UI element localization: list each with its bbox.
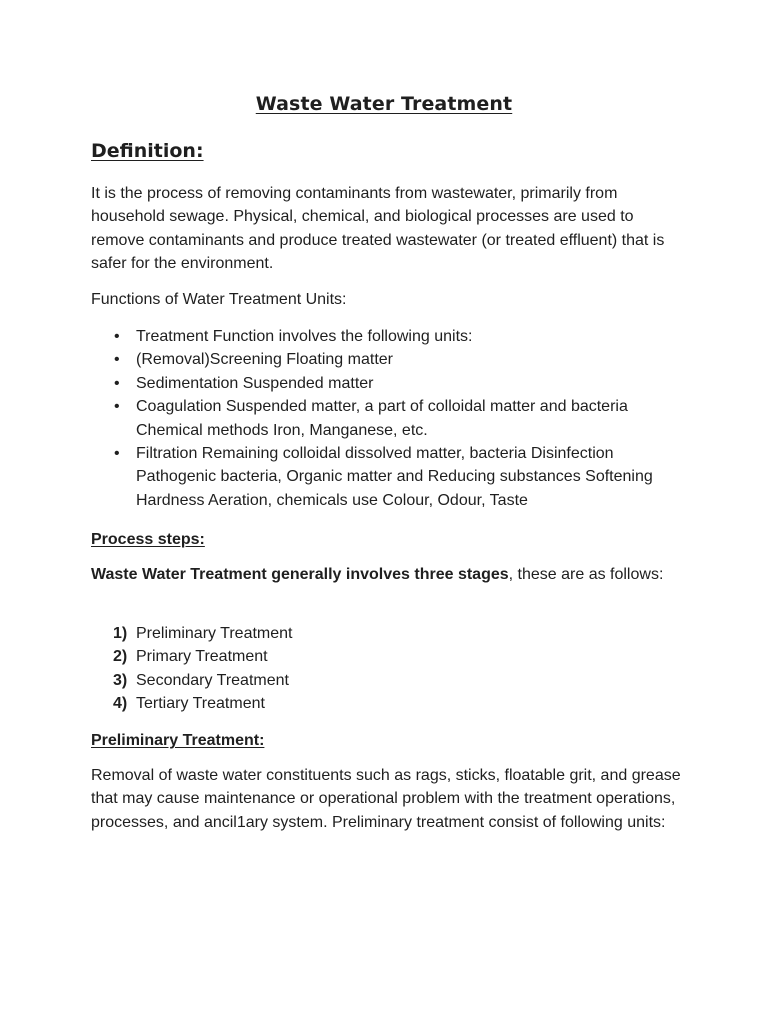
list-item-text: Primary Treatment bbox=[136, 648, 268, 666]
list-number: 2) bbox=[113, 648, 128, 666]
list-item-text: Coagulation Suspended matter, a part of colloidal matter and bacteria Chemical methods Iron, Manganese, etc. bbox=[136, 398, 628, 439]
list-item-text: Filtration Remaining colloidal dissolved matter, bacteria Disinfection Pathogenic bacteria, Organic matter and Reducing substances Softening Hardness Aeration, chemicals use Colour, Odour, Taste bbox=[136, 445, 653, 509]
stages-paragraph bbox=[91, 563, 691, 586]
bullet-icon: • bbox=[114, 374, 120, 392]
list-item-text: Preliminary Treatment bbox=[136, 625, 293, 642]
list-item bbox=[91, 669, 691, 692]
list-item bbox=[91, 395, 691, 442]
list-number: 4) bbox=[113, 695, 128, 713]
list-item-text: Treatment Function involves the following units: bbox=[136, 328, 473, 345]
document-title: Waste Water Treatment bbox=[255, 93, 513, 115]
list-item-text: Secondary Treatment bbox=[136, 671, 289, 689]
bullet-icon: • bbox=[114, 351, 120, 369]
list-item bbox=[91, 645, 691, 668]
list-number: 3) bbox=[113, 671, 128, 689]
list-item-text: Sedimentation Suspended matter bbox=[136, 374, 374, 392]
functions-list bbox=[91, 325, 691, 512]
list-number: 1) bbox=[113, 625, 128, 642]
process-steps-heading: Process steps: bbox=[91, 531, 205, 548]
preliminary-paragraph: Removal of waste water constituents such as rags, sticks, floatable grit, and grease that may cause maintenance or operational problem with the treatment operations, processes, and ancil1ary system. Preliminary treatment consist of following units: bbox=[91, 767, 681, 831]
definition-paragraph: It is the process of removing contaminants from wastewater, primarily from household sewage. Physical, chemical, and biological processes are used to remove contaminants and produce treated wastewater (or treated effluent) that is safer for the environment. bbox=[91, 185, 665, 273]
list-item bbox=[91, 442, 691, 512]
preliminary-treatment-heading: Preliminary Treatment: bbox=[91, 732, 265, 749]
list-item bbox=[91, 348, 691, 371]
bullet-icon: • bbox=[114, 398, 120, 416]
list-item bbox=[91, 622, 691, 645]
list-item bbox=[91, 372, 691, 395]
stages-bold-text: Waste Water Treatment generally involves three stages bbox=[91, 566, 509, 583]
list-item bbox=[91, 325, 691, 348]
bullet-icon: • bbox=[114, 445, 120, 463]
bullet-icon: • bbox=[114, 328, 120, 345]
list-item-text: Tertiary Treatment bbox=[136, 695, 265, 713]
stages-rest-text: , these are as follows: bbox=[508, 566, 664, 583]
list-item-text: (Removal)Screening Floating matter bbox=[136, 351, 393, 369]
stages-list bbox=[91, 622, 691, 716]
list-item bbox=[91, 692, 691, 715]
definition-heading: Definition: bbox=[91, 140, 204, 162]
functions-intro: Functions of Water Treatment Units: bbox=[91, 291, 347, 308]
